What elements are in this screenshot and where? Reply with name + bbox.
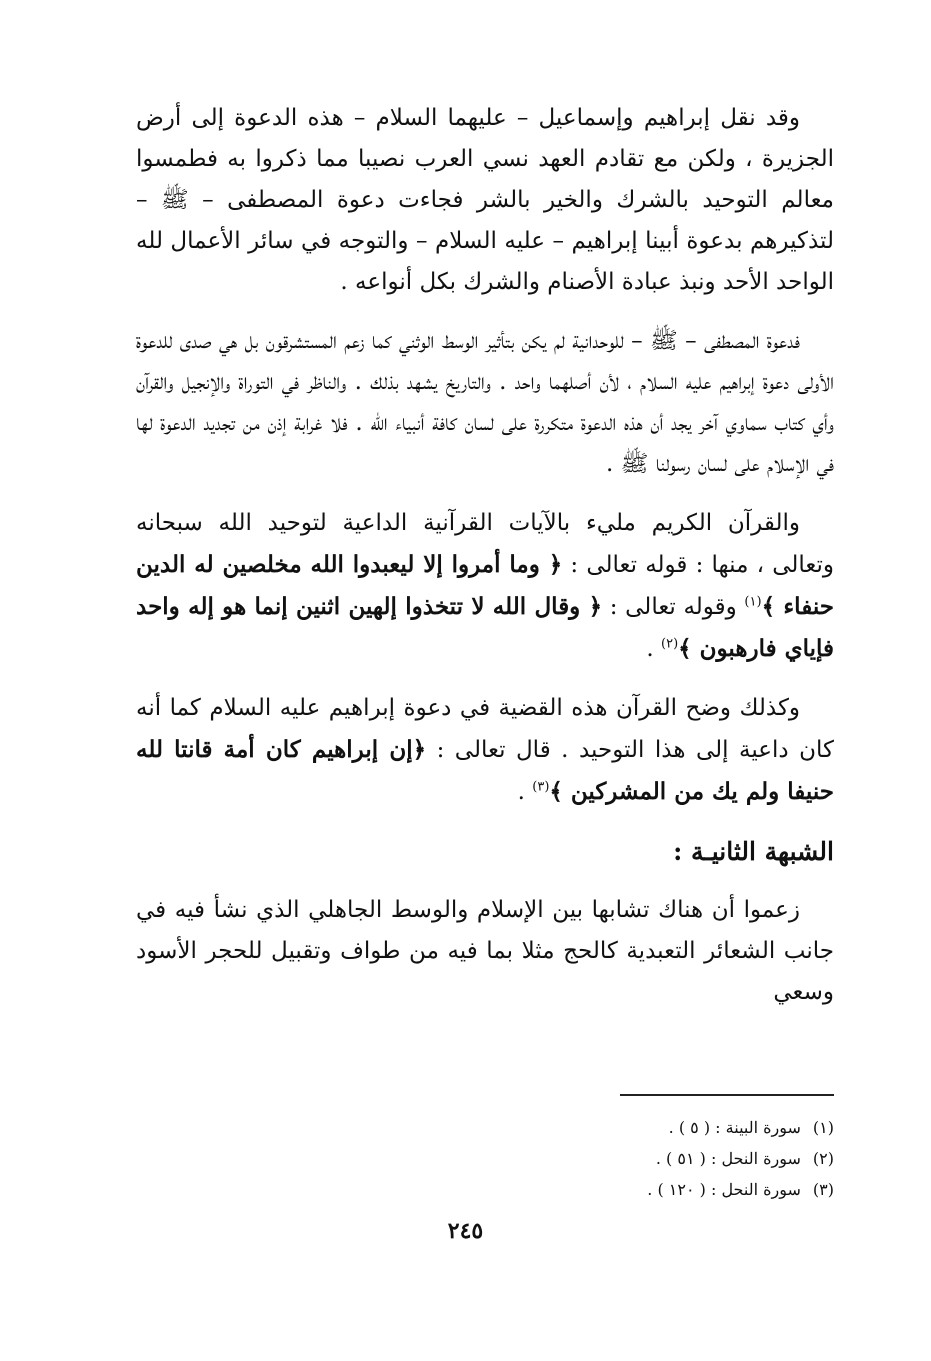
footnote-text: سورة البينة : ( ٥ ) . [668,1118,801,1137]
footnote-text: سورة النحل : ( ١٢٠ ) . [647,1180,801,1199]
paragraph-1: وقد نقل إبراهيم وإسماعيل – عليهما السلام – هذه الدعوة إلى أرض الجزيرة ، ولكن مع تقادم العهد نسي العرب نصيبا مما ذكروا به فطمسوا معالم التوحيد بالشرك والخير بالشر فجاءت دعوة المصطفى – ﷺ – لتذكيرهم بدعوة أبينا إبراهيم – عليه السلام – والتوجه في سائر الأعمال لله الواحد الأحد ونبذ عبادة الأصنام والشرك بكل أنواعه . [136,105,834,295]
paragraph-2: فدعوة المصطفى – ﷺ – للوحدانية لم يكن بتأثير الوسط الوثني كما زعم المستشرقون بل هي صدى للدعوة الأولى دعوة إبراهيم عليه السلام ، لأن أصلهما واحد . والتاريخ يشهد بذلك . والناظر في التوراة والإنجيل والقرآن وأي كتاب سماوي آخر يجد أن هذه الدعوة متكررة على لسان كافة أنبياء الله . فلا غرابة إذن من تجديد الدعوة لها في الإسلام على لسان رسولنا ﷺ . [136,328,834,477]
paragraph-3 [136,503,834,670]
footnote-number: (٢) [812,1149,834,1168]
footnote-1 [500,1112,834,1143]
page-number: ٢٤٥ [447,1218,484,1244]
footnote-3 [500,1174,834,1205]
quran-verse-1: ﴿ وما أمروا إلا ليعبدوا الله مخلصين له الدين حنفاء ﴾ [136,551,834,620]
footnote-number: (٣) [812,1180,834,1199]
paragraph-3-end: . [646,636,654,662]
footnote-ref-1: (١) [744,594,762,610]
main-text [136,98,834,1031]
paragraph-5: زعموا أن هناك تشابها بين الإسلام والوسط الجاهلي الذي نشأ فيه في جانب الشعائر التعبدية كالحج مثلا بما فيه من طواف وتقبيل للحجر الأسود وسعي [136,897,834,1005]
footnote-ref-3: (٣) [532,779,550,795]
footnote-number: (١) [812,1118,834,1137]
footnote-ref-2: (٢) [661,636,679,652]
paragraph-4-intro: وكذلك وضح القرآن هذه القضية في دعوة إبراهيم عليه السلام كما أنه كان داعية إلى هذا التوحيد . قال تعالى : [136,695,834,763]
paragraph-4 [136,688,834,813]
paragraph-4-end: . [517,779,525,805]
paragraph-3-intro: والقرآن الكريم مليء بالآيات القرآنية الداعية لتوحيد الله سبحانه وتعالى ، منها : قوله تعالى : [136,510,834,578]
footnote-2 [500,1143,834,1174]
quran-verse-2: ﴿ وقال الله لا تتخذوا إلهين اثنين إنما هو إله واحد فإياي فارهبون ﴾ [136,593,834,662]
section-heading: الشبهة الثانيـة : [673,837,834,866]
quran-verse-3: ﴿إن إبراهيم كان أمة قانتا لله حنيفا ولم يك من المشركين ﴾ [136,736,834,805]
footnote-text: سورة النحل : ( ٥١ ) . [655,1149,801,1168]
footnotes [500,1112,834,1205]
paragraph-3-mid: وقوله تعالى : [609,594,737,620]
footnote-separator [620,1094,834,1096]
